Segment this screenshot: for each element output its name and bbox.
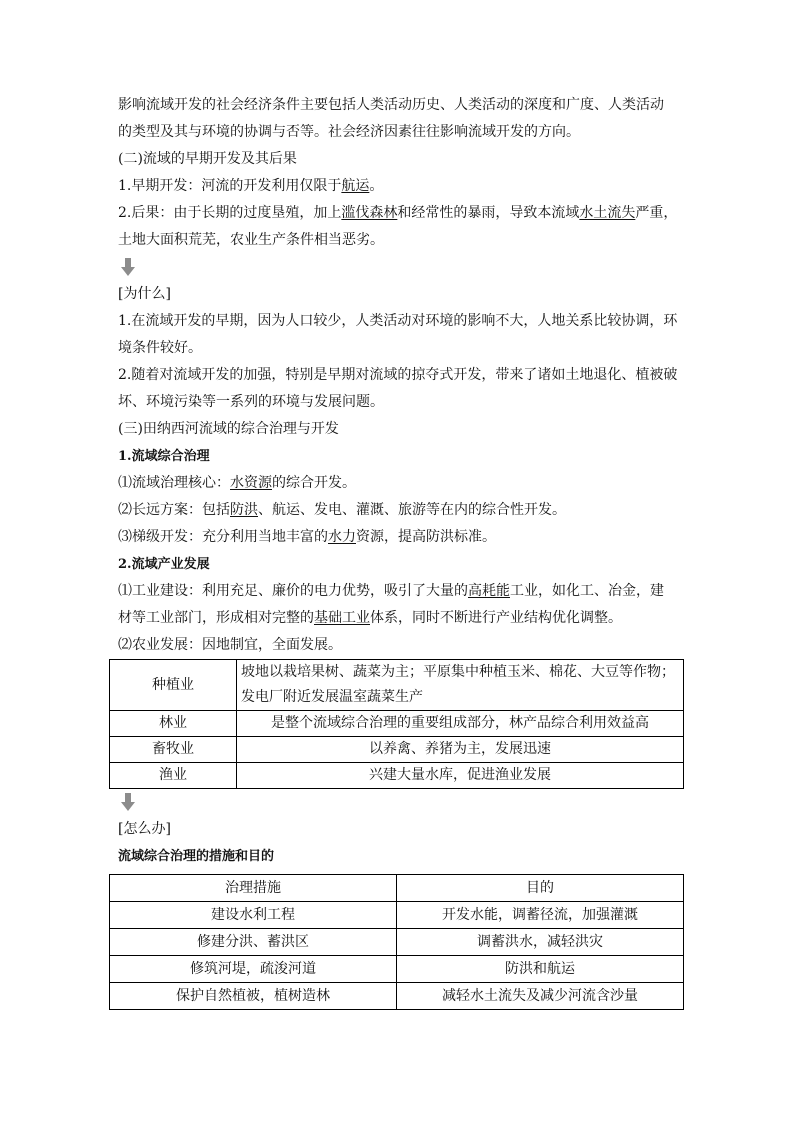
table-row: [110, 956, 684, 983]
table-row: [110, 929, 684, 956]
why-label: [为什么]: [118, 286, 171, 302]
section-3-heading: (三)田纳西河流域的综合治理与开发: [118, 421, 339, 437]
intro-line-2: 的类型及其与环境的协调与否等。社会经济因素往往影响流域开发的方向。: [118, 124, 580, 140]
table-row: [110, 902, 684, 929]
goal-cell: 开发水能，调蓄径流，加强灌溉: [397, 902, 684, 929]
down-arrow-icon: [118, 789, 686, 816]
intro-line-1: 影响流域开发的社会经济条件主要包括人类活动历史、人类活动的深度和广度、人类活动: [118, 97, 664, 113]
measure-cell: 保护自然植被，植树造林: [110, 983, 397, 1010]
why-p1-line-2: 境条件较好。: [118, 340, 202, 356]
agriculture-development: ⑵农业发展：因地制宜，全面发展。: [118, 637, 342, 653]
sector-cell: 畜牧业: [110, 737, 237, 763]
description-cell: 是整个流域综合治理的重要组成部分，林产品综合利用效益高: [237, 711, 684, 737]
down-arrow-icon: [118, 254, 686, 281]
goal-cell: 减轻水土流失及减少河流含沙量: [397, 983, 684, 1010]
measures-table: [109, 874, 684, 1010]
document-page: [118, 92, 686, 1010]
table-header-row: [110, 875, 684, 902]
measure-cell: 修建分洪、蓄洪区: [110, 929, 397, 956]
sector-cell: 渔业: [110, 763, 237, 789]
sector-cell: 种植业: [110, 660, 237, 711]
cascade-development: ⑶梯级开发：充分利用当地丰富的水力资源，提高防洪标准。: [118, 529, 496, 545]
governance-core: ⑴流域治理核心：水资源的综合开发。: [118, 475, 356, 491]
subheading-comprehensive-governance: 1.流域综合治理: [118, 449, 210, 464]
table-row: [110, 763, 684, 789]
header-goal: 目的: [397, 875, 684, 902]
why-p2-line-2: 坏、环境污染等一系列的环境与发展问题。: [118, 394, 384, 410]
description-cell: 兴建大量水库，促进渔业发展: [237, 763, 684, 789]
table-row: [110, 711, 684, 737]
goal-cell: 防洪和航运: [397, 956, 684, 983]
consequence-line-1: 2.后果：由于长期的过度垦殖，加上滥伐森林和经常性的暴雨，导致本流域水土流失严重，: [118, 205, 678, 221]
long-term-plan: ⑵长远方案：包括防洪、航运、发电、灌溉、旅游等在内的综合性开发。: [118, 502, 566, 518]
early-development: 1.早期开发：河流的开发利用仅限于航运。: [118, 178, 384, 194]
measures-table-title: 流域综合治理的措施和目的: [118, 849, 275, 864]
industry-line-1: ⑴工业建设：利用充足、廉价的电力优势，吸引了大量的高耗能工业，如化工、冶金，建: [118, 583, 664, 599]
agriculture-table: [109, 659, 684, 789]
measure-cell: 修筑河堤，疏浚河道: [110, 956, 397, 983]
section-2-heading: (二)流域的早期开发及其后果: [118, 151, 297, 167]
why-p1-line-1: 1.在流域开发的早期，因为人口较少，人类活动对环境的影响不大，人地关系比较协调，环: [118, 313, 678, 329]
measure-cell: 建设水利工程: [110, 902, 397, 929]
why-p2-line-1: 2.随着对流域开发的加强，特别是早期对流域的掠夺式开发，带来了诸如土地退化、植被破: [118, 367, 678, 383]
goal-cell: 调蓄洪水，减轻洪灾: [397, 929, 684, 956]
header-measure: 治理措施: [110, 875, 397, 902]
how-label: [怎么办]: [118, 821, 171, 837]
description-cell: 以养禽、养猪为主，发展迅速: [237, 737, 684, 763]
industry-line-2: 材等工业部门，形成相对完整的基础工业体系，同时不断进行产业结构优化调整。: [118, 610, 622, 626]
sector-cell: 林业: [110, 711, 237, 737]
table-row: [110, 983, 684, 1010]
table-row: [110, 737, 684, 763]
description-cell: 坡地以栽培果树、蔬菜为主；平原集中种植玉米、棉花、大豆等作物； 发电厂附近发展温室蔬菜生产: [237, 660, 684, 711]
consequence-line-2: 土地大面积荒芜，农业生产条件相当恶劣。: [118, 232, 384, 248]
table-row: [110, 660, 684, 711]
subheading-industry: 2.流域产业发展: [118, 557, 210, 572]
